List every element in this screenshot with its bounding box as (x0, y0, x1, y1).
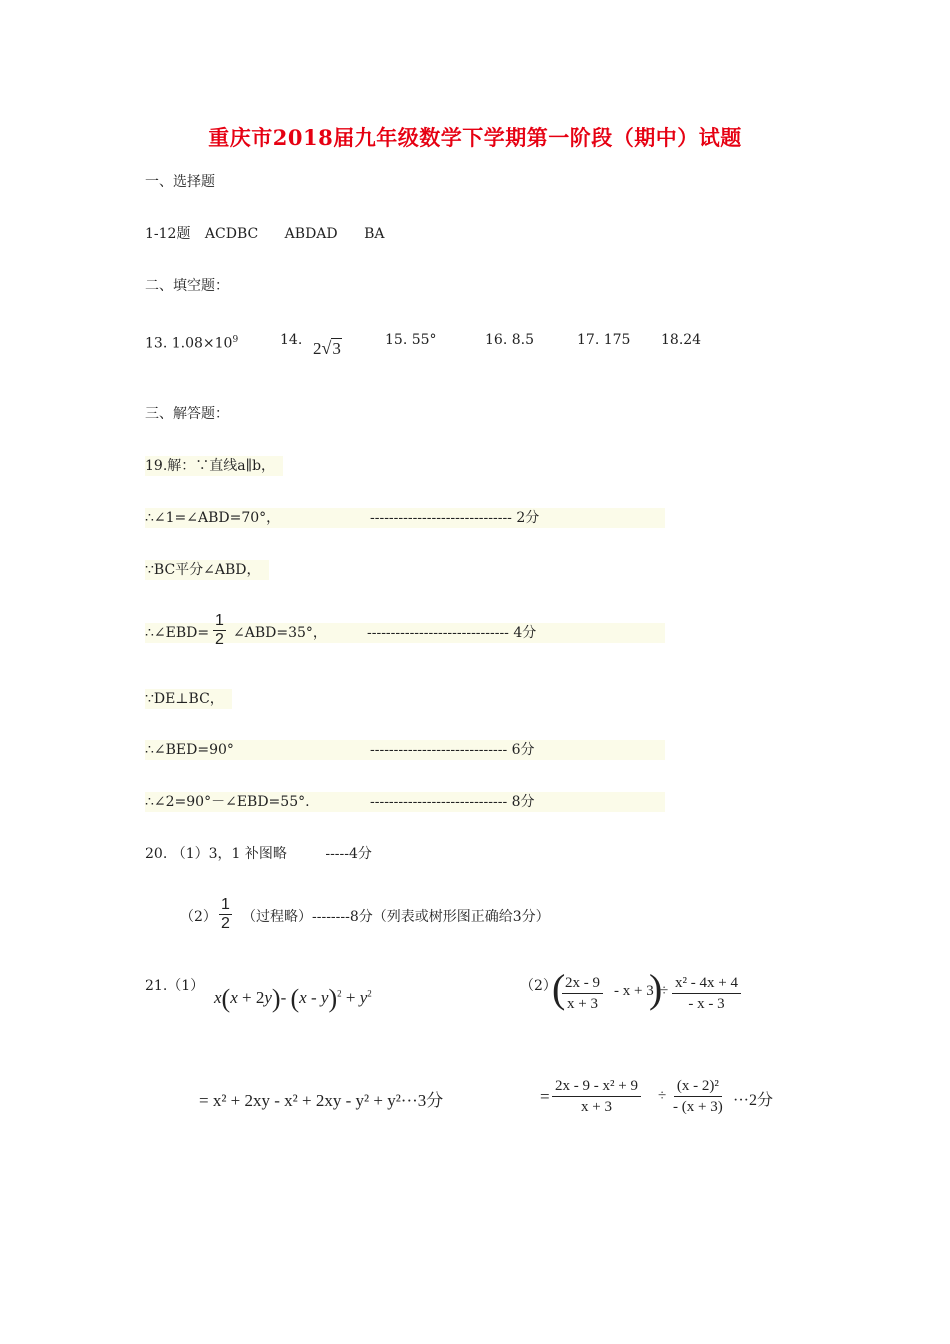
q19-line-2 (145, 508, 665, 528)
q20-line-1-text: 20. （1）3，1 补图略 (145, 846, 287, 862)
q19-line-6 (145, 740, 665, 760)
fraction-numerator: 1 (221, 896, 230, 913)
q19-line-3: ∵BC平分∠ABD， (145, 560, 269, 580)
q19-line-4-pre: ∴∠EBD= (145, 625, 210, 641)
q21-step2-score: ···2分 (733, 1092, 773, 1109)
answer-13-exponent: 9 (232, 335, 239, 345)
fraction-denominator: 2 (215, 631, 224, 648)
q19-line-4-score: ------------------------------ 4分 (367, 625, 537, 641)
fraction-numerator: 1 (215, 612, 224, 629)
answer-13-text: 13. 1.08×10 (145, 335, 233, 352)
answer-18: 18.24 (661, 332, 702, 348)
q21-step2-divisor (670, 1076, 726, 1117)
section-heading-solve: 三、解答题： (145, 406, 229, 422)
choice-answers (145, 224, 385, 244)
choice-answers-group-3: BA (364, 226, 385, 242)
q19-line-4-post: ∠ABD=35°， (233, 625, 327, 641)
q20-line-2-fraction (219, 896, 232, 933)
q21-part2-divisor (672, 973, 741, 1014)
answer-14-value: 2√3 (313, 338, 341, 358)
page-title: 重庆市2018届九年级数学下学期第一阶段（期中）试题 (208, 125, 742, 150)
q19-line-2-text: ∴∠1=∠ABD=70°， (145, 510, 281, 526)
fraction-numerator: 2x - 9 - x² + 9 (552, 1076, 641, 1097)
q19-line-2-score: ------------------------------ 2分 (370, 510, 540, 526)
q21-part2-fraction (562, 973, 603, 1014)
fraction-denominator: 2 (221, 915, 230, 932)
q21-label: 21.（1） (145, 978, 205, 994)
q19-line-7-score: ----------------------------- 8分 (370, 794, 535, 810)
q19-line-6-score: ----------------------------- 6分 (370, 742, 535, 758)
q20-line-1 (145, 844, 372, 864)
q21-step2: = $\frac{\text{2x - 9 - x² + 9}}{x + 3}$ ÷ $\frac{\text{(x - 2)²}}{- (x + 3)}$ ···2分 (540, 1078, 773, 1115)
q19-line-5: ∵DE⊥BC， (145, 689, 232, 709)
answer-15: 15. 55° (385, 332, 437, 348)
q21-part1-expression: x(x + 2y)- $(x - y)^2 + y^2$ (214, 984, 372, 1013)
fraction-denominator: - (x + 3) (673, 1099, 723, 1115)
answer-13 (145, 330, 238, 354)
answer-16: 16. 8.5 (485, 332, 534, 348)
q19-line-4-fraction (213, 612, 226, 649)
q20-line-2-post: （过程略）--------8分（列表或树形图正确给3分） (242, 909, 550, 925)
q21-part2-tail: - x + 3 (614, 983, 654, 999)
answer-14-radicand: 3 (332, 339, 341, 358)
q19-line-7-text: ∴∠2=90°－∠EBD=55°. (145, 794, 310, 810)
q21-step2-fraction (552, 1076, 641, 1117)
q19-line-7 (145, 792, 665, 812)
answer-17: 17. 175 (577, 332, 631, 348)
q21-part2-label: （2） (520, 978, 557, 994)
answer-14-coef: 2 (313, 339, 322, 358)
answer-14-label: 14. (280, 332, 303, 348)
q20-line-1-score: -----4分 (325, 846, 372, 862)
fraction-numerator: (x - 2)² (674, 1076, 722, 1097)
fraction-numerator: 2x - 9 (562, 973, 603, 994)
section-heading-choice: 一、选择题 (145, 174, 215, 190)
fraction-denominator: x + 3 (567, 996, 598, 1012)
q19-line-1: 19.解：∵直线a∥b， (145, 456, 283, 476)
fraction-denominator: x + 3 (580, 1099, 612, 1115)
q19-line-4 (145, 612, 665, 654)
choice-answers-group-1: ACDBC (204, 226, 259, 242)
section-heading-fill: 二、填空题： (145, 278, 229, 294)
q21-step1: = x² + 2xy - x² + 2xy - y² + y²···3分 (199, 1091, 444, 1110)
q20-line-2-pre: （2） (180, 909, 217, 925)
fraction-numerator: x² - 4x + 4 (672, 973, 741, 994)
choice-label: 1-12题 (145, 226, 191, 242)
choice-answers-group-2: ABDAD (284, 226, 338, 242)
q19-line-6-text: ∴∠BED=90° (145, 742, 234, 758)
fraction-denominator: - x - 3 (688, 996, 725, 1012)
